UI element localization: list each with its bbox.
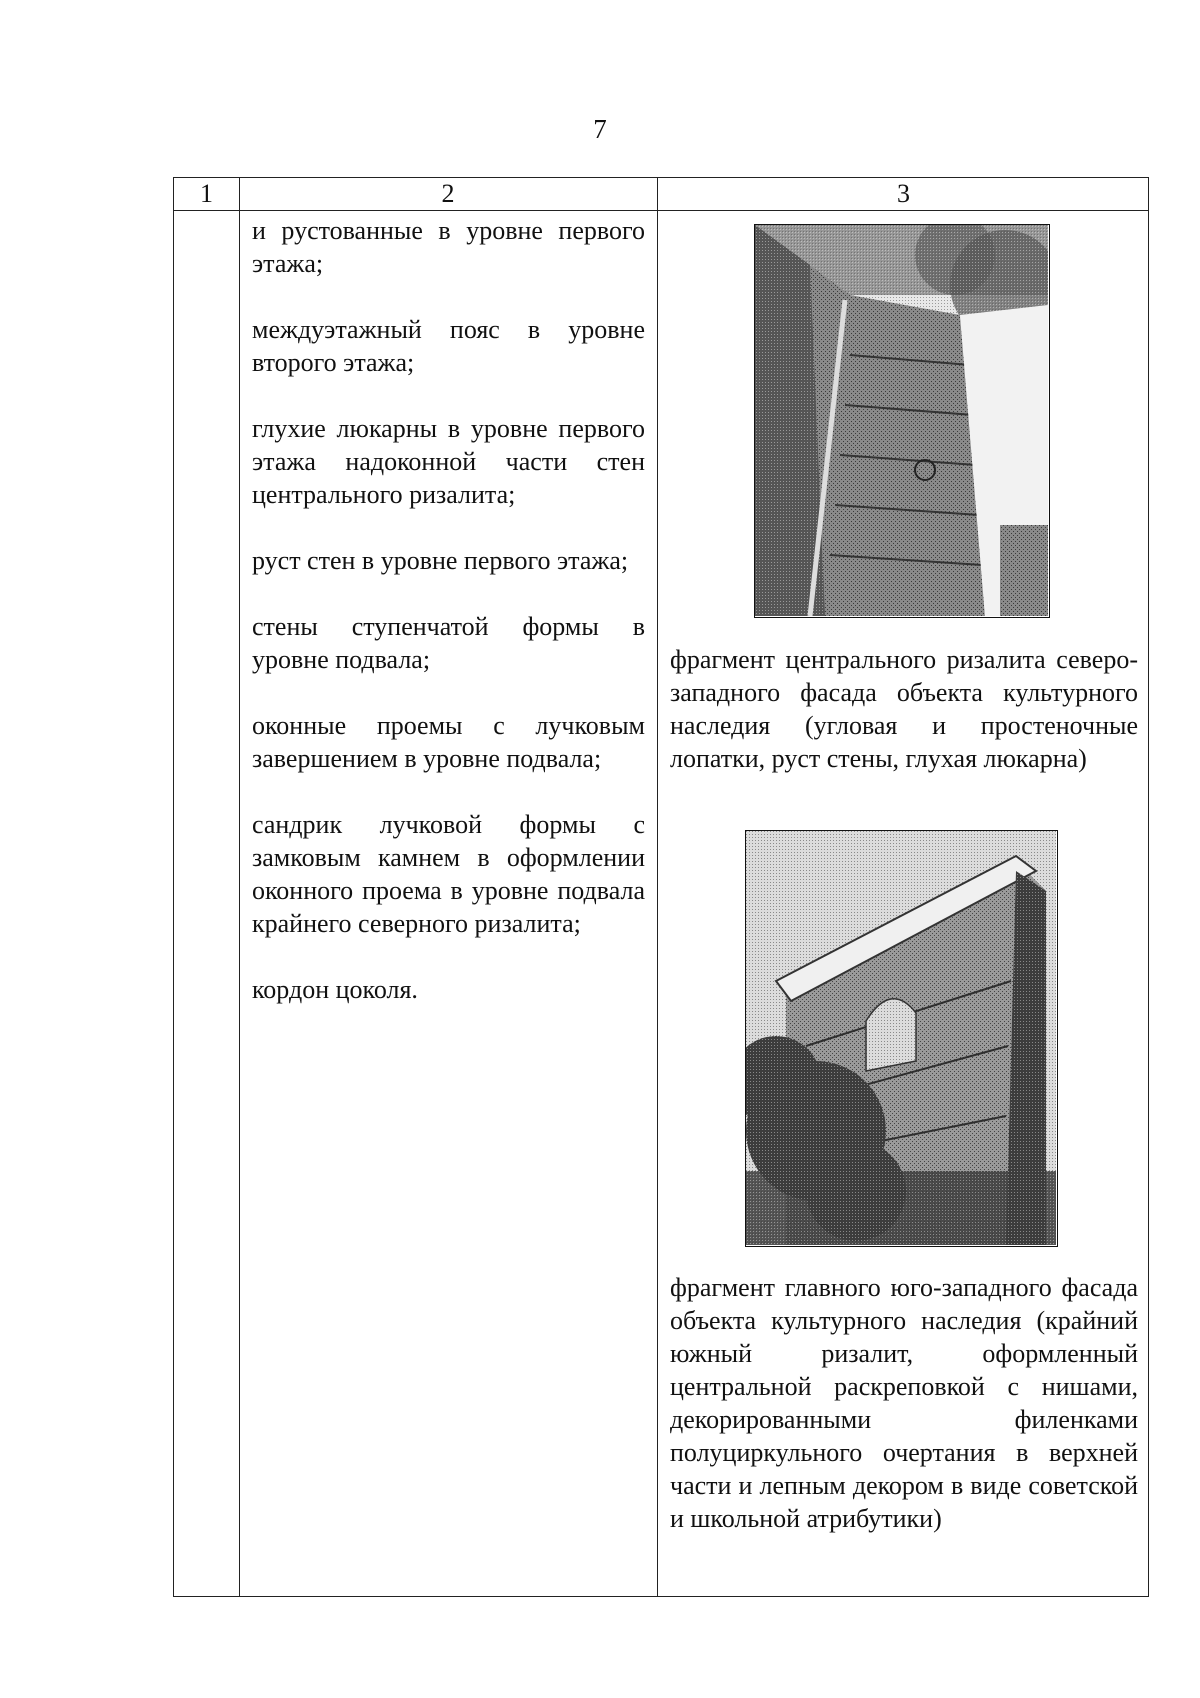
element-item: сандрик лучковой формы с замковым камнем в оформлении оконного проема в уровне подвала крайнего северного ризалита; (252, 810, 645, 938)
element-item: руст стен в уровне первого этажа; (252, 546, 629, 575)
element-item: междуэтажный пояс в уровне второго этажа; (252, 315, 645, 377)
elements-list (252, 214, 645, 1039)
element-item: оконные проемы с лучковым завершением в уровне подвала; (252, 711, 645, 773)
monument-elements-table (173, 177, 1149, 1597)
building-corner-photo (745, 830, 1058, 1247)
building-facade-photo (754, 224, 1050, 618)
element-item: стены ступенчатой формы в уровне подвала; (252, 612, 645, 674)
header-divider (174, 210, 1148, 211)
column-header-1: 1 (200, 179, 213, 208)
column-divider (657, 178, 658, 1596)
column-header-3: 3 (897, 179, 910, 208)
page-number: 7 (593, 114, 607, 144)
element-item: и рустованные в уровне первого этажа; (252, 216, 645, 278)
element-item: кордон цоколя. (252, 975, 418, 1004)
column-header-2: 2 (441, 179, 455, 208)
photo-caption: фрагмент главного юго-западного фасада объекта культурного наследия (крайний южный ризалит, оформленный центральной раскреповкой с нишами, декорированными филенками полуциркульного очертания в верхней части и лепным декором в виде советской и школьной атрибутики) (670, 1273, 1138, 1533)
column-divider (239, 178, 240, 1596)
element-item: глухие люкарны в уровне первого этажа надоконной части стен центрального ризалита; (252, 414, 645, 509)
photo-caption: фрагмент центрального ризалита северо-западного фасада объекта культурного наследия (угловая и простеночные лопатки, руст стены, глухая люкарна) (670, 645, 1138, 773)
